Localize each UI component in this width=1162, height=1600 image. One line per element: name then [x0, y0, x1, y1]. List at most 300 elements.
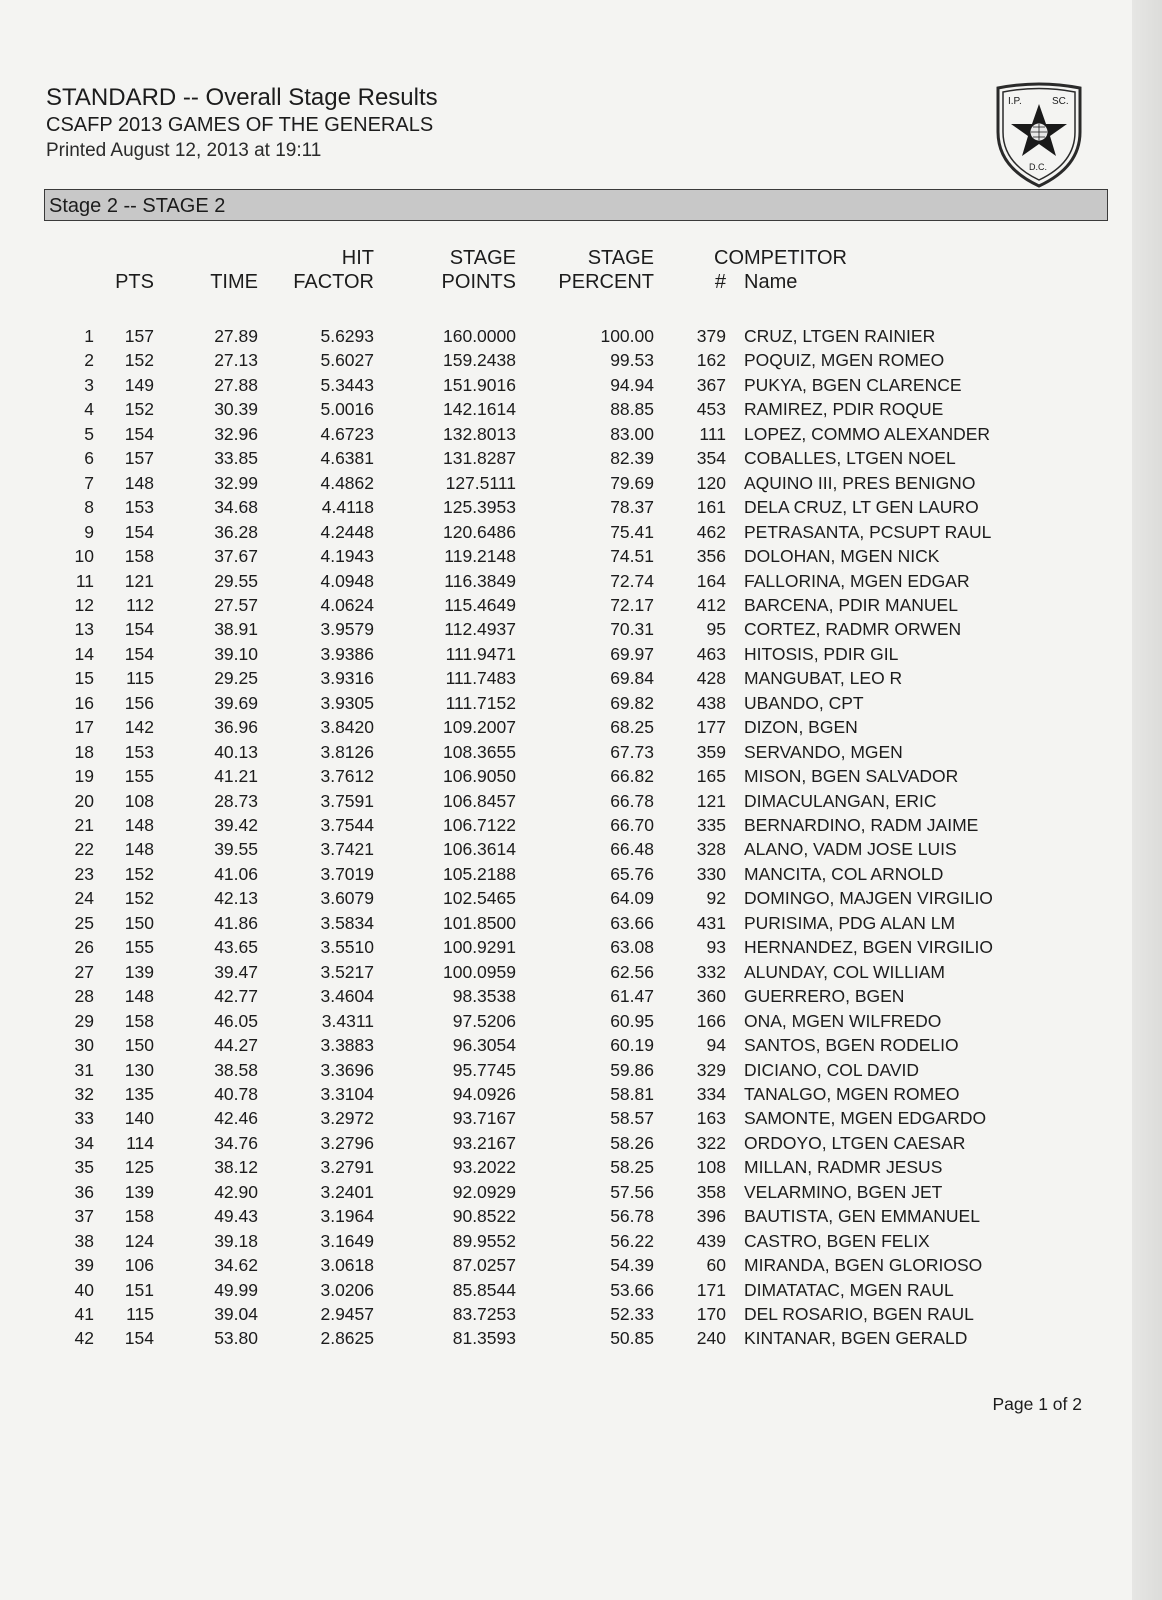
cell-rank: 6 — [84, 448, 94, 469]
cell-competitor-number: 463 — [696, 643, 726, 664]
cell-pts: 148 — [124, 815, 154, 835]
cell-hit-factor: 5.3443 — [320, 374, 374, 395]
cell-stage-points: 108.3655 — [443, 741, 516, 762]
cell-hit-factor: 3.8420 — [320, 717, 374, 738]
cell-hit-factor: 5.6027 — [320, 350, 374, 371]
cell-hit-factor: 4.4118 — [321, 497, 374, 518]
cell-hit-factor: 3.0206 — [320, 1279, 374, 1300]
cell-time: 39.42 — [214, 815, 258, 835]
cell-hit-factor: 3.2796 — [320, 1132, 374, 1153]
cell-competitor-name: FALLORINA, MGEN EDGAR — [744, 570, 970, 591]
cell-hit-factor: 3.1649 — [320, 1230, 374, 1251]
cell-stage-percent: 79.69 — [610, 472, 654, 493]
cell-stage-points: 96.3054 — [452, 1035, 516, 1056]
cell-competitor-name: DIMATATAC, MGEN RAUL — [744, 1279, 954, 1300]
cell-competitor-number: 170 — [696, 1304, 726, 1324]
cell-competitor-name: HITOSIS, PDIR GIL — [744, 643, 899, 664]
table-row — [0, 1326, 1162, 1351]
cell-time: 40.78 — [214, 1083, 258, 1104]
cell-time: 42.13 — [214, 888, 258, 909]
table-row — [0, 642, 1162, 667]
cell-time: 38.12 — [214, 1157, 258, 1178]
cell-competitor-name: BERNARDINO, RADM JAIME — [744, 815, 979, 835]
cell-competitor-number: 396 — [696, 1206, 726, 1227]
cell-stage-percent: 52.33 — [610, 1304, 654, 1324]
cell-competitor-name: AQUINO III, PRES BENIGNO — [744, 472, 976, 493]
cell-pts: 135 — [124, 1083, 154, 1104]
cell-hit-factor: 3.5834 — [320, 912, 374, 933]
cell-hit-factor: 3.5217 — [320, 961, 374, 982]
cell-competitor-number: 171 — [696, 1279, 726, 1300]
cell-competitor-number: 164 — [696, 570, 726, 591]
cell-competitor-name: MANCITA, COL ARNOLD — [744, 863, 944, 884]
cell-hit-factor: 3.9316 — [320, 668, 374, 689]
cell-competitor-number: 166 — [696, 1010, 726, 1031]
cell-time: 39.04 — [214, 1304, 258, 1324]
cell-rank: 8 — [84, 497, 94, 518]
cell-rank: 7 — [84, 472, 94, 493]
logo-text-dc: D.C. — [1029, 162, 1047, 172]
cell-pts: 152 — [124, 863, 154, 884]
cell-stage-points: 85.8544 — [452, 1279, 516, 1300]
table-row — [0, 422, 1162, 447]
table-row — [0, 446, 1162, 471]
cell-pts: 152 — [124, 350, 154, 371]
cell-pts: 155 — [124, 766, 154, 787]
table-row — [0, 1253, 1162, 1278]
cell-hit-factor: 4.6381 — [320, 448, 374, 469]
cell-pts: 154 — [124, 423, 154, 444]
col-competitor: COMPETITOR — [714, 247, 847, 269]
table-row — [0, 373, 1162, 398]
cell-pts: 125 — [124, 1157, 154, 1178]
cell-competitor-name: COBALLES, LTGEN NOEL — [744, 448, 956, 469]
col-time: TIME — [210, 271, 258, 293]
cell-stage-points: 93.2167 — [452, 1132, 516, 1153]
cell-hit-factor: 3.7612 — [320, 766, 374, 787]
cell-rank: 32 — [74, 1083, 94, 1104]
cell-rank: 12 — [74, 594, 94, 615]
cell-pts: 139 — [124, 961, 154, 982]
cell-stage-points: 100.0959 — [443, 961, 516, 982]
cell-stage-points: 102.5465 — [443, 888, 516, 909]
table-row — [0, 1204, 1162, 1229]
cell-stage-points: 112.4937 — [444, 619, 516, 640]
cell-competitor-name: KINTANAR, BGEN GERALD — [744, 1328, 968, 1349]
cell-competitor-name: PUKYA, BGEN CLARENCE — [744, 374, 962, 395]
cell-competitor-number: 163 — [696, 1108, 726, 1129]
cell-rank: 36 — [74, 1181, 94, 1202]
cell-stage-percent: 74.51 — [610, 546, 654, 567]
cell-pts: 154 — [124, 643, 154, 664]
cell-rank: 20 — [74, 790, 94, 811]
cell-time: 32.96 — [214, 423, 258, 444]
table-row — [0, 813, 1162, 838]
cell-competitor-number: 121 — [696, 790, 726, 811]
cell-time: 29.55 — [214, 570, 258, 591]
cell-stage-points: 94.0926 — [452, 1083, 516, 1104]
cell-stage-points: 106.7122 — [443, 815, 516, 835]
cell-competitor-number: 431 — [696, 912, 726, 933]
cell-competitor-name: DIZON, BGEN — [744, 717, 858, 738]
cell-hit-factor: 2.9457 — [320, 1304, 374, 1324]
cell-pts: 154 — [124, 1328, 154, 1349]
cell-hit-factor: 3.9579 — [320, 619, 374, 640]
logo-text-ip: I.P. — [1008, 96, 1022, 107]
cell-stage-percent: 58.26 — [610, 1132, 654, 1153]
cell-stage-percent: 99.53 — [610, 350, 654, 371]
cell-rank: 38 — [74, 1230, 94, 1251]
cell-stage-percent: 67.73 — [610, 741, 654, 762]
cell-competitor-name: TANALGO, MGEN ROMEO — [744, 1083, 960, 1104]
cell-hit-factor: 2.8625 — [320, 1328, 374, 1349]
cell-stage-percent: 72.74 — [610, 570, 654, 591]
cell-rank: 24 — [74, 888, 94, 909]
cell-hit-factor: 3.2401 — [320, 1181, 374, 1202]
cell-time: 42.46 — [214, 1108, 258, 1129]
cell-competitor-name: POQUIZ, MGEN ROMEO — [744, 350, 945, 371]
cell-stage-percent: 82.39 — [610, 448, 654, 469]
cell-stage-points: 160.0000 — [443, 326, 516, 346]
cell-rank: 17 — [74, 717, 94, 738]
cell-time: 39.47 — [214, 961, 258, 982]
cell-pts: 152 — [124, 888, 154, 909]
cell-stage-points: 111.9471 — [445, 643, 516, 664]
cell-rank: 15 — [74, 668, 94, 689]
col-number: # — [714, 271, 726, 293]
cell-stage-points: 81.3593 — [452, 1328, 516, 1349]
cell-competitor-number: 332 — [696, 961, 726, 982]
cell-pts: 156 — [124, 692, 154, 713]
table-row — [0, 1180, 1162, 1205]
cell-rank: 39 — [74, 1255, 94, 1276]
cell-stage-percent: 69.97 — [610, 643, 654, 664]
cell-stage-points: 127.5111 — [445, 472, 516, 493]
cell-competitor-name: MIRANDA, BGEN GLORIOSO — [744, 1255, 983, 1276]
cell-rank: 33 — [74, 1108, 94, 1129]
cell-rank: 41 — [74, 1304, 94, 1324]
table-row — [0, 1302, 1162, 1327]
cell-stage-points: 132.8013 — [443, 423, 516, 444]
cell-pts: 114 — [126, 1132, 154, 1153]
cell-stage-percent: 57.56 — [610, 1181, 654, 1202]
cell-stage-points: 100.9291 — [443, 937, 516, 958]
cell-competitor-name: DICIANO, COL DAVID — [744, 1059, 920, 1080]
cell-pts: 115 — [126, 1304, 154, 1324]
cell-stage-points: 105.2188 — [443, 863, 516, 884]
cell-hit-factor: 4.0948 — [320, 570, 374, 591]
cell-hit-factor: 3.6079 — [320, 888, 374, 909]
cell-competitor-number: 165 — [696, 766, 726, 787]
col-hit-factor-line1: HIT — [341, 247, 374, 269]
cell-competitor-number: 412 — [696, 594, 726, 615]
cell-pts: 157 — [124, 448, 154, 469]
cell-stage-points: 159.2438 — [443, 350, 516, 371]
cell-pts: 139 — [124, 1181, 154, 1202]
cell-time: 43.65 — [214, 937, 258, 958]
cell-stage-percent: 94.94 — [610, 374, 654, 395]
cell-rank: 9 — [84, 521, 94, 542]
cell-pts: 108 — [124, 790, 154, 811]
cell-rank: 1 — [84, 326, 94, 346]
cell-stage-percent: 66.70 — [610, 815, 654, 835]
cell-stage-points: 142.1614 — [443, 399, 516, 420]
cell-time: 34.68 — [214, 497, 258, 518]
cell-time: 49.43 — [214, 1206, 258, 1227]
table-row — [0, 666, 1162, 691]
cell-stage-points: 116.3849 — [444, 570, 516, 591]
cell-stage-percent: 58.25 — [610, 1157, 654, 1178]
table-row — [0, 837, 1162, 862]
table-row — [0, 544, 1162, 569]
table-row — [0, 886, 1162, 911]
cell-stage-points: 111.7152 — [445, 692, 516, 713]
cell-competitor-name: DEL ROSARIO, BGEN RAUL — [744, 1304, 974, 1324]
cell-rank: 34 — [74, 1132, 94, 1153]
table-row — [0, 691, 1162, 716]
cell-competitor-number: 359 — [696, 741, 726, 762]
cell-competitor-number: 428 — [696, 668, 726, 689]
cell-competitor-number: 360 — [696, 986, 726, 1007]
cell-stage-points: 98.3538 — [452, 986, 516, 1007]
cell-competitor-name: DOLOHAN, MGEN NICK — [744, 546, 940, 567]
table-row — [0, 1009, 1162, 1034]
cell-rank: 4 — [84, 399, 94, 420]
cell-pts: 154 — [124, 619, 154, 640]
cell-competitor-name: SERVANDO, MGEN — [744, 741, 903, 762]
cell-pts: 153 — [124, 741, 154, 762]
table-row — [0, 1058, 1162, 1083]
cell-time: 39.10 — [214, 643, 258, 664]
table-row — [0, 960, 1162, 985]
cell-rank: 40 — [74, 1279, 94, 1300]
cell-pts: 150 — [124, 1035, 154, 1056]
cell-rank: 13 — [74, 619, 94, 640]
cell-time: 41.86 — [214, 912, 258, 933]
cell-time: 39.69 — [214, 692, 258, 713]
cell-hit-factor: 4.6723 — [320, 423, 374, 444]
cell-competitor-name: ORDOYO, LTGEN CAESAR — [744, 1132, 966, 1153]
cell-rank: 19 — [74, 766, 94, 787]
cell-time: 37.67 — [214, 546, 258, 567]
page-number: Page 1 of 2 — [992, 1394, 1082, 1414]
cell-stage-points: 90.8522 — [452, 1206, 516, 1227]
cell-stage-points: 106.9050 — [443, 766, 516, 787]
report-title: STANDARD -- Overall Stage Results — [46, 84, 438, 111]
cell-rank: 37 — [74, 1206, 94, 1227]
cell-competitor-number: 120 — [696, 472, 726, 493]
cell-hit-factor: 5.6293 — [320, 326, 374, 346]
cell-stage-points: 87.0257 — [452, 1255, 516, 1276]
cell-rank: 42 — [74, 1328, 94, 1349]
table-row — [0, 789, 1162, 814]
cell-competitor-number: 439 — [696, 1230, 726, 1251]
cell-time: 49.99 — [214, 1279, 258, 1300]
cell-pts: 153 — [124, 497, 154, 518]
cell-rank: 27 — [74, 961, 94, 982]
cell-hit-factor: 3.4311 — [321, 1010, 374, 1031]
cell-time: 27.89 — [214, 326, 258, 346]
cell-competitor-name: ONA, MGEN WILFREDO — [744, 1010, 942, 1031]
cell-stage-percent: 66.78 — [610, 790, 654, 811]
cell-pts: 106 — [124, 1255, 154, 1276]
cell-hit-factor: 3.7019 — [320, 863, 374, 884]
table-row — [0, 348, 1162, 373]
cell-competitor-number: 379 — [696, 326, 726, 346]
cell-competitor-name: ALANO, VADM JOSE LUIS — [744, 839, 957, 860]
cell-stage-points: 95.7745 — [452, 1059, 516, 1080]
cell-stage-points: 151.9016 — [443, 374, 516, 395]
cell-stage-points: 92.0929 — [452, 1181, 516, 1202]
cell-competitor-name: CORTEZ, RADMR ORWEN — [744, 619, 962, 640]
cell-pts: 150 — [124, 912, 154, 933]
cell-competitor-number: 93 — [706, 937, 726, 958]
cell-competitor-name: HERNANDEZ, BGEN VIRGILIO — [744, 937, 993, 958]
cell-time: 40.13 — [214, 741, 258, 762]
table-row — [0, 593, 1162, 618]
cell-time: 44.27 — [214, 1035, 258, 1056]
cell-stage-points: 125.3953 — [443, 497, 516, 518]
cell-rank: 14 — [74, 643, 94, 664]
cell-pts: 158 — [124, 1206, 154, 1227]
cell-time: 42.77 — [214, 986, 258, 1007]
cell-competitor-name: CRUZ, LTGEN RAINIER — [744, 326, 936, 346]
table-row — [0, 397, 1162, 422]
cell-competitor-number: 358 — [696, 1181, 726, 1202]
cell-stage-percent: 66.82 — [610, 766, 654, 787]
cell-time: 27.57 — [214, 594, 258, 615]
cell-competitor-number: 60 — [706, 1255, 726, 1276]
cell-stage-percent: 61.47 — [610, 986, 654, 1007]
cell-rank: 29 — [74, 1010, 94, 1031]
cell-hit-factor: 3.4604 — [320, 986, 374, 1007]
cell-pts: 112 — [126, 594, 154, 615]
cell-time: 34.62 — [214, 1255, 258, 1276]
cell-stage-percent: 62.56 — [610, 961, 654, 982]
cell-competitor-number: 334 — [696, 1083, 726, 1104]
cell-rank: 11 — [75, 570, 94, 591]
cell-competitor-number: 438 — [696, 692, 726, 713]
cell-competitor-number: 94 — [706, 1035, 726, 1056]
table-row — [0, 495, 1162, 520]
cell-pts: 154 — [124, 521, 154, 542]
cell-competitor-name: PURISIMA, PDG ALAN LM — [744, 912, 956, 933]
cell-pts: 158 — [124, 546, 154, 567]
cell-rank: 26 — [74, 937, 94, 958]
cell-stage-percent: 53.66 — [610, 1279, 654, 1300]
cell-stage-percent: 69.84 — [610, 668, 654, 689]
cell-competitor-number: 108 — [696, 1157, 726, 1178]
cell-rank: 28 — [74, 986, 94, 1007]
cell-stage-percent: 59.86 — [610, 1059, 654, 1080]
cell-stage-points: 106.3614 — [443, 839, 516, 860]
cell-stage-percent: 100.00 — [600, 326, 654, 346]
cell-time: 39.55 — [214, 839, 258, 860]
cell-competitor-name: LOPEZ, COMMO ALEXANDER — [744, 423, 991, 444]
cell-rank: 25 — [74, 912, 94, 933]
cell-stage-percent: 88.85 — [610, 399, 654, 420]
table-row — [0, 1131, 1162, 1156]
cell-rank: 22 — [74, 839, 94, 860]
col-stage-percent-line1: STAGE — [587, 247, 654, 269]
cell-stage-percent: 65.76 — [610, 863, 654, 884]
col-stage-points-line2: POINTS — [441, 271, 516, 293]
cell-pts: 149 — [124, 374, 154, 395]
table-row — [0, 740, 1162, 765]
cell-competitor-number: 335 — [696, 815, 726, 835]
cell-stage-percent: 58.57 — [610, 1108, 654, 1129]
cell-stage-percent: 50.85 — [610, 1328, 654, 1349]
ipsc-shield-logo — [994, 82, 1084, 190]
cell-stage-percent: 83.00 — [610, 423, 654, 444]
cell-stage-percent: 70.31 — [610, 619, 654, 640]
cell-pts: 148 — [124, 986, 154, 1007]
cell-stage-percent: 64.09 — [610, 888, 654, 909]
cell-rank: 2 — [84, 350, 94, 371]
col-stage-percent-line2: PERCENT — [558, 271, 654, 293]
cell-stage-percent: 56.78 — [610, 1206, 654, 1227]
cell-rank: 35 — [74, 1157, 94, 1178]
cell-stage-points: 109.2007 — [443, 717, 516, 738]
printed-date: Printed August 12, 2013 at 19:11 — [46, 140, 322, 161]
cell-rank: 21 — [74, 815, 94, 835]
table-row — [0, 1229, 1162, 1254]
cell-hit-factor: 3.1964 — [320, 1206, 374, 1227]
cell-competitor-number: 330 — [696, 863, 726, 884]
cell-pts: 130 — [124, 1059, 154, 1080]
cell-rank: 16 — [74, 692, 94, 713]
cell-hit-factor: 4.2448 — [320, 521, 374, 542]
cell-time: 38.91 — [214, 619, 258, 640]
cell-competitor-number: 328 — [696, 839, 726, 860]
cell-stage-points: 93.2022 — [452, 1157, 516, 1178]
cell-hit-factor: 3.9305 — [320, 692, 374, 713]
cell-competitor-name: PETRASANTA, PCSUPT RAUL — [744, 521, 992, 542]
cell-stage-percent: 68.25 — [610, 717, 654, 738]
col-name: Name — [744, 271, 798, 293]
cell-time: 42.90 — [214, 1181, 258, 1202]
cell-pts: 157 — [124, 326, 154, 346]
cell-stage-points: 101.8500 — [443, 912, 516, 933]
cell-hit-factor: 3.2972 — [320, 1108, 374, 1129]
cell-stage-points: 131.8287 — [443, 448, 516, 469]
table-row — [0, 1106, 1162, 1131]
cell-hit-factor: 3.5510 — [320, 937, 374, 958]
cell-time: 33.85 — [214, 448, 258, 469]
cell-rank: 30 — [74, 1035, 94, 1056]
cell-time: 32.99 — [214, 472, 258, 493]
cell-hit-factor: 4.0624 — [320, 594, 374, 615]
cell-time: 46.05 — [214, 1010, 258, 1031]
cell-competitor-number: 329 — [696, 1059, 726, 1080]
cell-hit-factor: 4.4862 — [320, 472, 374, 493]
cell-pts: 151 — [124, 1279, 154, 1300]
cell-competitor-name: VELARMINO, BGEN JET — [744, 1181, 943, 1202]
event-name: CSAFP 2013 GAMES OF THE GENERALS — [46, 114, 434, 136]
cell-competitor-number: 356 — [696, 546, 726, 567]
cell-competitor-name: RAMIREZ, PDIR ROQUE — [744, 399, 944, 420]
cell-time: 29.25 — [214, 668, 258, 689]
cell-competitor-name: MISON, BGEN SALVADOR — [744, 766, 959, 787]
cell-stage-points: 93.7167 — [452, 1108, 516, 1129]
cell-stage-percent: 63.66 — [610, 912, 654, 933]
cell-stage-percent: 60.95 — [610, 1010, 654, 1031]
table-row — [0, 520, 1162, 545]
cell-competitor-name: BARCENA, PDIR MANUEL — [744, 594, 958, 615]
cell-pts: 155 — [124, 937, 154, 958]
cell-hit-factor: 3.2791 — [320, 1157, 374, 1178]
cell-stage-percent: 69.82 — [610, 692, 654, 713]
